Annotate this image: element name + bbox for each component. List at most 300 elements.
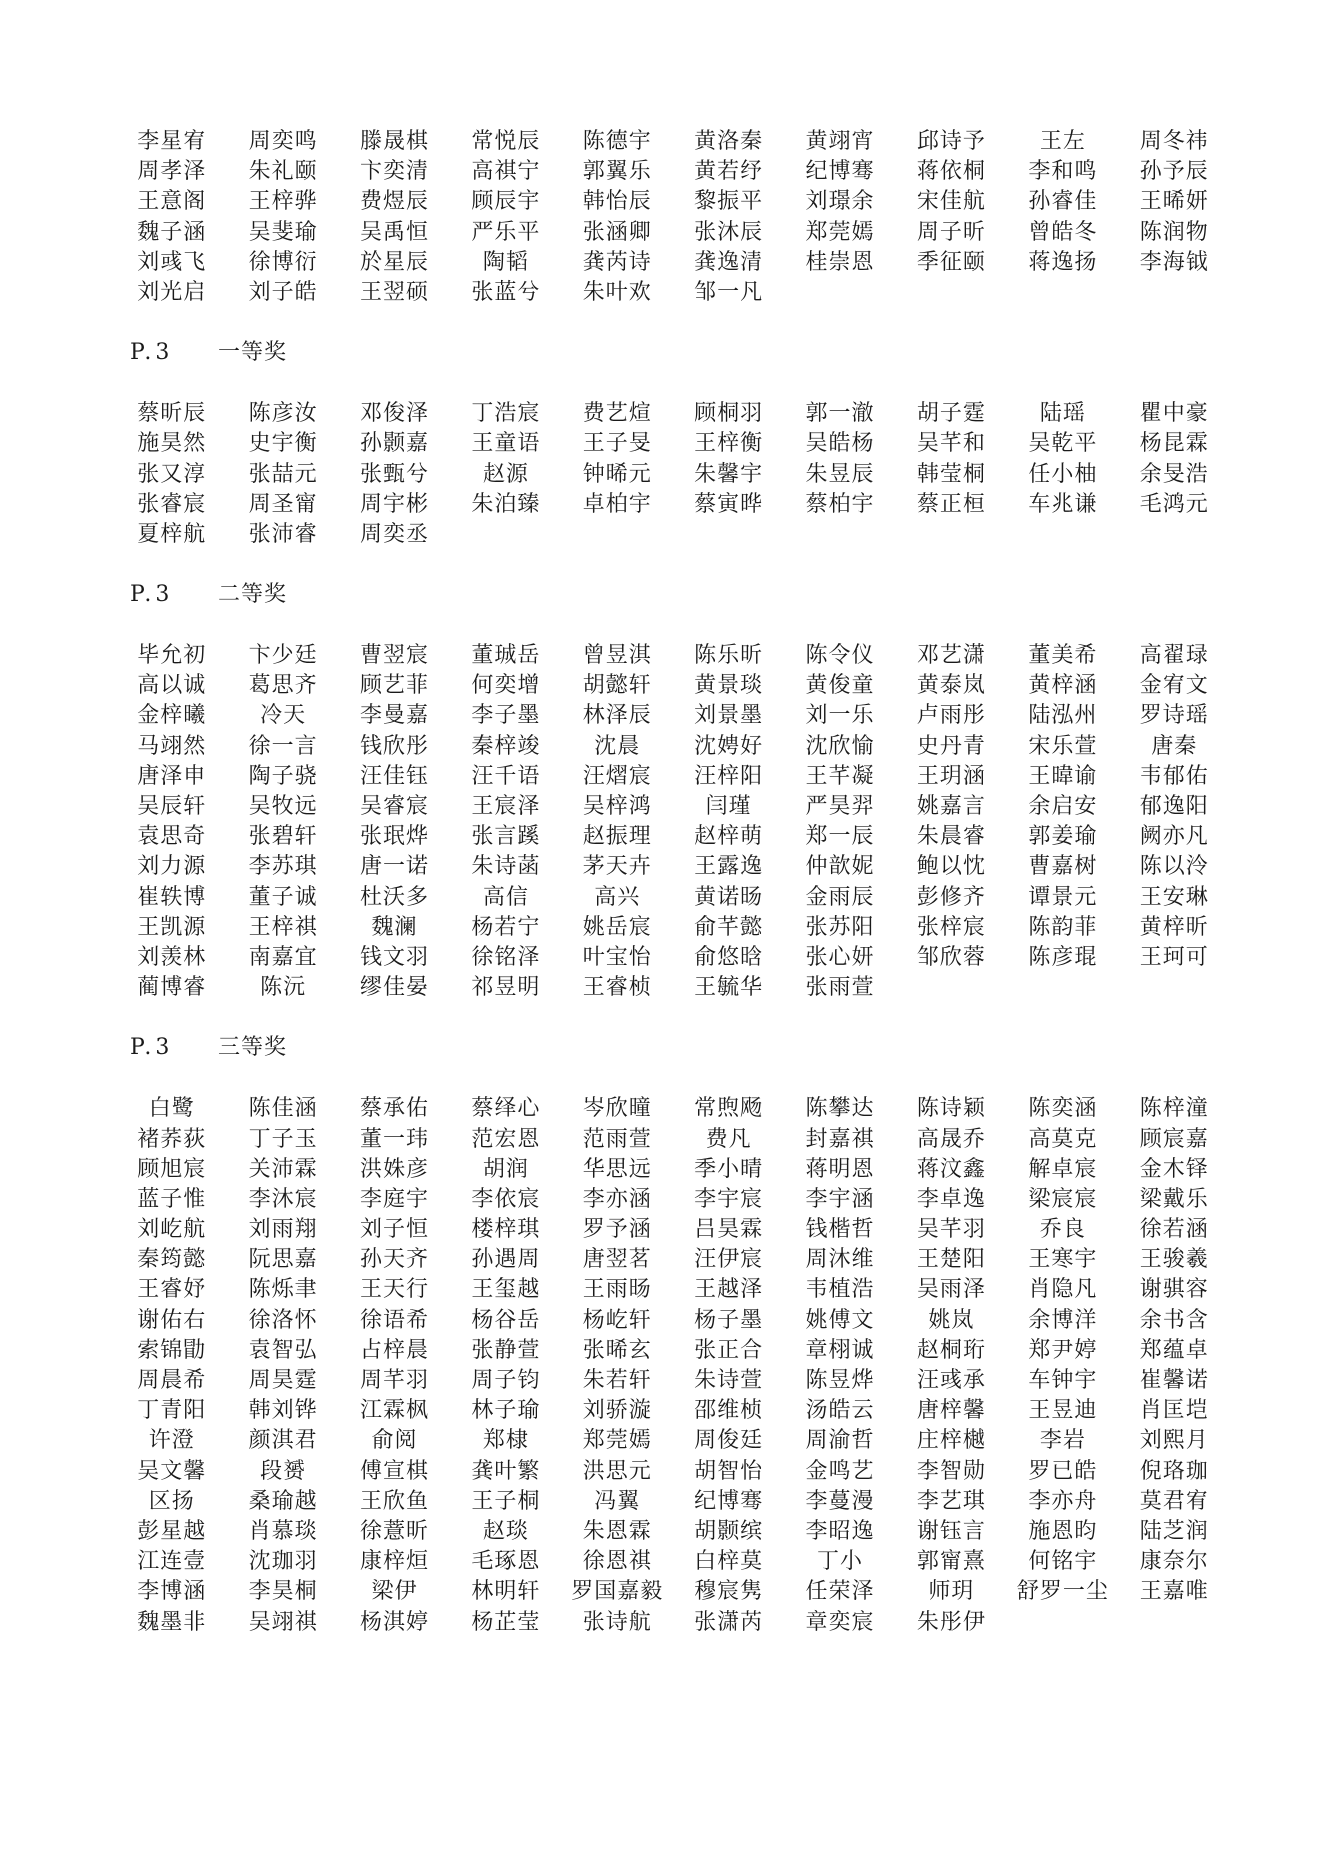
student-name: 张苏阳: [805, 914, 875, 940]
student-name: 郑蕴卓: [1139, 1337, 1209, 1363]
student-name: 曾皓冬: [1028, 219, 1098, 245]
student-name: 唐翌茗: [582, 1247, 652, 1273]
student-name: 朱馨宇: [694, 461, 764, 487]
student-name: 杨谷岳: [471, 1307, 541, 1333]
award-title: 二等奖: [218, 582, 288, 608]
student-name: 关沛霖: [248, 1156, 318, 1182]
student-name: 杜沃多: [359, 884, 429, 910]
student-name: 吴雨泽: [916, 1277, 986, 1303]
student-name: 顾旭宸: [137, 1156, 207, 1182]
student-name: 褚荞荻: [137, 1126, 207, 1152]
student-name: 周俊廷: [694, 1428, 764, 1454]
student-name: 陈烁聿: [248, 1277, 318, 1303]
student-name: 蒋依桐: [916, 159, 986, 185]
student-name: 毛鸿元: [1139, 491, 1209, 517]
name-list: [116, 641, 1209, 1003]
student-name: 王越泽: [694, 1277, 764, 1303]
award-title: 三等奖: [218, 1035, 288, 1061]
student-name: 梁戴乐: [1139, 1186, 1209, 1212]
student-name: 丁浩宸: [471, 401, 541, 427]
student-name: 罗已皓: [1028, 1458, 1098, 1484]
student-name: 郭一澈: [805, 401, 875, 427]
student-name: 丁青阳: [137, 1398, 207, 1424]
student-name: 韩莹桐: [916, 461, 986, 487]
student-name: 余书含: [1139, 1307, 1209, 1333]
student-name: 王梓衡: [694, 431, 764, 457]
student-name: 王欣鱼: [359, 1488, 429, 1514]
student-name: 郭翼乐: [582, 159, 652, 185]
student-name: 季小晴: [694, 1156, 764, 1182]
student-name: 周宇彬: [359, 491, 429, 517]
student-name: 索锦勖: [137, 1337, 207, 1363]
student-name: 袁思奇: [137, 824, 207, 850]
student-name: 郁逸阳: [1139, 794, 1209, 819]
student-name: 龚逸清: [694, 249, 764, 275]
student-name: 王梓祺: [248, 914, 318, 940]
student-name: 蒋明恩: [805, 1156, 875, 1182]
student-name: 陈德宇: [582, 129, 652, 154]
student-name: 陆泓州: [1028, 703, 1098, 729]
student-name: 吴芊和: [916, 431, 986, 457]
grade-level: P.3: [130, 1035, 174, 1061]
student-name: 王玥涵: [916, 763, 986, 789]
student-name: 魏澜: [371, 914, 418, 940]
student-name: 白鹭: [148, 1096, 195, 1122]
student-name: 李星宥: [137, 129, 207, 154]
student-name: 孙睿佳: [1028, 189, 1098, 215]
name-list: [116, 1094, 1209, 1637]
student-name: 周圣甯: [248, 491, 318, 517]
student-name: 徐若涵: [1139, 1217, 1209, 1243]
student-name: 陶韬: [482, 249, 529, 275]
student-name: 张蓝兮: [471, 279, 541, 305]
student-name: 郭姜瑜: [1028, 824, 1098, 850]
student-name: 费艺煊: [582, 401, 652, 427]
student-name: 江霖枫: [359, 1398, 429, 1424]
student-name: 孙遇周: [471, 1247, 541, 1273]
student-name: 孙颢嘉: [359, 431, 429, 457]
student-name: 刘光启: [137, 279, 207, 305]
student-name: 邹一凡: [694, 279, 764, 305]
student-name: 王暐谕: [1028, 763, 1098, 789]
student-name: 周晨希: [137, 1368, 207, 1393]
student-name: 郭甯熹: [916, 1549, 986, 1575]
student-name: 李卓逸: [916, 1186, 986, 1212]
student-name: 解卓宸: [1028, 1156, 1098, 1182]
student-name: 傅宣棋: [359, 1458, 429, 1484]
student-name: 卓柏宇: [582, 491, 652, 517]
student-name: 宋佳航: [916, 189, 986, 215]
student-name: 胡颢缤: [694, 1518, 764, 1544]
student-name: 顾桐羽: [694, 401, 764, 427]
student-name: 王毓华: [694, 975, 764, 1001]
student-name: 李依宸: [471, 1186, 541, 1212]
student-name: 蒋汶鑫: [916, 1156, 986, 1182]
student-name: 南嘉宜: [248, 944, 318, 970]
student-name: 张睿宸: [137, 491, 207, 517]
student-name: 刘屹航: [137, 1217, 207, 1243]
student-name: 高翟琭: [1139, 643, 1209, 669]
student-name: 梁宸宸: [1028, 1186, 1098, 1212]
student-name: 吴乾平: [1028, 431, 1098, 457]
student-name: 陈彦琨: [1028, 944, 1098, 970]
student-name: 吴牧远: [248, 794, 318, 819]
student-name: 朱恩霖: [582, 1518, 652, 1544]
student-name: 刘羡林: [137, 944, 207, 970]
student-name: 邹欣蓉: [916, 944, 986, 970]
student-name: 赵梓萌: [694, 824, 764, 850]
student-name: 区扬: [148, 1488, 195, 1514]
student-name: 沈欣愉: [805, 733, 875, 759]
student-name: 罗国嘉毅: [571, 1579, 664, 1605]
student-name: 郑莞嫣: [582, 1428, 652, 1454]
student-name: 谢佑右: [137, 1307, 207, 1333]
student-name: 钱欣彤: [359, 733, 429, 759]
student-name: 黄梓昕: [1139, 914, 1209, 940]
student-name: 师玥: [928, 1579, 975, 1605]
student-name: 赵桐珩: [916, 1337, 986, 1363]
student-name: 朱叶欢: [582, 279, 652, 305]
student-name: 张潇芮: [694, 1609, 764, 1635]
student-name: 王宸泽: [471, 794, 541, 819]
student-name: 李庭宇: [359, 1186, 429, 1212]
student-name: 王左: [1039, 129, 1086, 154]
student-name: 高莫克: [1028, 1126, 1098, 1152]
student-name: 唐一诺: [359, 854, 429, 880]
student-name: 陈润物: [1139, 219, 1209, 245]
student-name: 俞芊懿: [694, 914, 764, 940]
student-name: 高信: [482, 884, 529, 910]
student-name: 朱晨睿: [916, 824, 986, 850]
student-name: 王童语: [471, 431, 541, 457]
student-name: 韩怡辰: [582, 189, 652, 215]
student-name: 林泽辰: [582, 703, 652, 729]
student-name: 肖慕琰: [248, 1518, 318, 1544]
student-name: 孙予辰: [1139, 159, 1209, 185]
student-name: 王雨旸: [582, 1277, 652, 1303]
student-name: 蔡柏宇: [805, 491, 875, 517]
student-name: 张沛睿: [248, 521, 318, 547]
student-name: 周芊羽: [359, 1368, 429, 1393]
student-name: 吴禹恒: [359, 219, 429, 245]
student-name: 马翊然: [137, 733, 207, 759]
student-name: 陈以泠: [1139, 854, 1209, 880]
student-name: 王骏羲: [1139, 1247, 1209, 1273]
student-name: 刘力源: [137, 854, 207, 880]
student-name: 周渝哲: [805, 1428, 875, 1454]
student-name: 胡润: [482, 1156, 529, 1182]
student-name: 章栩诚: [805, 1337, 875, 1363]
student-name: 舒罗一尘: [1016, 1579, 1109, 1605]
student-name: 叶宝怡: [582, 944, 652, 970]
student-name: 倪珞珈: [1139, 1458, 1209, 1484]
student-name: 朱彤伊: [916, 1609, 986, 1635]
student-name: 高以诚: [137, 673, 207, 699]
student-name: 陈诗颖: [916, 1096, 986, 1122]
student-name: 吴皓杨: [805, 431, 875, 457]
student-name: 刘一乐: [805, 703, 875, 729]
student-name: 段赟: [260, 1458, 307, 1484]
student-name: 鲍以忱: [916, 854, 986, 880]
student-name: 谭景元: [1028, 884, 1098, 910]
student-name: 冷天: [260, 703, 307, 729]
student-name: 张涵卿: [582, 219, 652, 245]
student-name: 余启安: [1028, 794, 1098, 819]
student-name: 姚嘉言: [916, 794, 986, 819]
student-name: 蓝子惟: [137, 1186, 207, 1212]
student-name: 俞阅: [371, 1428, 418, 1454]
section-heading: [116, 580, 1206, 610]
document-page: [116, 127, 1209, 1638]
student-name: 刘雨翔: [248, 1217, 318, 1243]
grade-level: P.3: [130, 582, 174, 608]
student-name: 卞少廷: [248, 643, 318, 669]
student-name: 陈梓潼: [1139, 1096, 1209, 1122]
student-name: 车钟宇: [1028, 1368, 1098, 1393]
student-name: 毕允初: [137, 643, 207, 669]
student-name: 蔡绎心: [471, 1096, 541, 1122]
student-name: 张又淳: [137, 461, 207, 487]
student-name: 沈娉好: [694, 733, 764, 759]
student-name: 肖隐凡: [1028, 1277, 1098, 1303]
student-name: 韦郁佑: [1139, 763, 1209, 789]
student-name: 颜淇君: [248, 1428, 318, 1454]
student-name: 徐语希: [359, 1307, 429, 1333]
student-name: 杨淇婷: [359, 1609, 429, 1635]
student-name: 岑欣曈: [582, 1096, 652, 1122]
student-name: 王天行: [359, 1277, 429, 1303]
student-name: 彭星越: [137, 1518, 207, 1544]
student-name: 魏子涵: [137, 219, 207, 245]
student-name: 阙亦凡: [1139, 824, 1209, 850]
student-name: 黄景琰: [694, 673, 764, 699]
student-name: 冯翼: [594, 1488, 641, 1514]
student-name: 费凡: [705, 1126, 752, 1152]
student-name: 钟晞元: [582, 461, 652, 487]
student-name: 沈珈羽: [248, 1549, 318, 1575]
student-name: 王嘉唯: [1139, 1579, 1209, 1605]
student-name: 李智勋: [916, 1458, 986, 1484]
student-name: 宋乐萱: [1028, 733, 1098, 759]
student-name: 汪千语: [471, 763, 541, 789]
student-name: 郑尹婷: [1028, 1337, 1098, 1363]
student-name: 刘景墨: [694, 703, 764, 729]
student-name: 康奈尔: [1139, 1549, 1209, 1575]
student-name: 孙天齐: [359, 1247, 429, 1273]
student-name: 彭修齐: [916, 884, 986, 910]
student-name: 常煦飏: [694, 1096, 764, 1122]
student-name: 何铭宇: [1028, 1549, 1098, 1575]
student-name: 徐铭泽: [471, 944, 541, 970]
grade-level: P.3: [130, 340, 174, 366]
student-name: 葛思齐: [248, 673, 318, 699]
student-name: 周冬祎: [1139, 129, 1209, 154]
student-name: 张正合: [694, 1337, 764, 1363]
student-name: 吴梓鸿: [582, 794, 652, 819]
student-name: 林子瑜: [471, 1398, 541, 1424]
student-name: 董一玮: [359, 1126, 429, 1152]
student-name: 胡智怡: [694, 1458, 764, 1484]
student-name: 王凯源: [137, 914, 207, 940]
student-name: 杨屹轩: [582, 1307, 652, 1333]
student-name: 朱若轩: [582, 1368, 652, 1393]
student-name: 陈昱烨: [805, 1368, 875, 1393]
student-name: 林明轩: [471, 1579, 541, 1605]
student-name: 杨芷莹: [471, 1609, 541, 1635]
student-name: 范宏恩: [471, 1126, 541, 1152]
student-name: 魏墨非: [137, 1609, 207, 1635]
student-name: 秦梓竣: [471, 733, 541, 759]
student-name: 蔡寅晔: [694, 491, 764, 517]
student-name: 陈韵菲: [1028, 914, 1098, 940]
student-name: 史宇衡: [248, 431, 318, 457]
student-name: 邵维桢: [694, 1398, 764, 1424]
student-name: 郑棣: [482, 1428, 529, 1454]
student-name: 朱昱辰: [805, 461, 875, 487]
student-name: 秦筠懿: [137, 1247, 207, 1273]
student-name: 刘子皓: [248, 279, 318, 305]
student-name: 纪博骞: [805, 159, 875, 185]
student-name: 张心妍: [805, 944, 875, 970]
student-name: 朱诗菡: [471, 854, 541, 880]
student-name: 刘彧飞: [137, 249, 207, 275]
section-heading: [116, 338, 1206, 368]
student-name: 吴翊祺: [248, 1609, 318, 1635]
student-name: 谢钰言: [916, 1518, 986, 1544]
student-name: 陈沅: [260, 975, 307, 1001]
student-name: 张静萱: [471, 1337, 541, 1363]
student-name: 钱楷哲: [805, 1217, 875, 1243]
student-name: 沈晨: [594, 733, 641, 759]
student-name: 金木铎: [1139, 1156, 1209, 1182]
student-name: 李子墨: [471, 703, 541, 729]
student-name: 何奕增: [471, 673, 541, 699]
student-name: 龚叶繁: [471, 1458, 541, 1484]
student-name: 周孝泽: [137, 159, 207, 185]
student-name: 俞悠晗: [694, 944, 764, 970]
student-name: 余博洋: [1028, 1307, 1098, 1333]
student-name: 汪熠宸: [582, 763, 652, 789]
student-name: 朱泊臻: [471, 491, 541, 517]
student-name: 朱诗萱: [694, 1368, 764, 1393]
student-name: 罗予涵: [582, 1217, 652, 1243]
student-name: 史丹青: [916, 733, 986, 759]
student-name: 周子昕: [916, 219, 986, 245]
student-name: 於星辰: [359, 249, 429, 275]
student-name: 黄梓涵: [1028, 673, 1098, 699]
student-name: 金宥文: [1139, 673, 1209, 699]
student-name: 邓俊泽: [359, 401, 429, 427]
student-name: 姚岚: [928, 1307, 975, 1333]
student-name: 谢骐容: [1139, 1277, 1209, 1303]
student-name: 姚傅文: [805, 1307, 875, 1333]
student-name: 康梓烜: [359, 1549, 429, 1575]
student-name: 吴辰轩: [137, 794, 207, 819]
student-name: 李蔓漫: [805, 1488, 875, 1514]
student-name: 仲歆妮: [805, 854, 875, 880]
student-name: 杨子墨: [694, 1307, 764, 1333]
student-name: 邱诗予: [916, 129, 986, 154]
student-name: 曾昱淇: [582, 643, 652, 669]
student-name: 罗诗瑶: [1139, 703, 1209, 729]
student-name: 李昊桐: [248, 1579, 318, 1605]
student-name: 邓艺潇: [916, 643, 986, 669]
student-name: 徐一言: [248, 733, 318, 759]
student-name: 王晞妍: [1139, 189, 1209, 215]
student-name: 顾辰宇: [471, 189, 541, 215]
student-name: 费煜辰: [359, 189, 429, 215]
student-name: 曹翌宸: [359, 643, 429, 669]
student-name: 徐恩祺: [582, 1549, 652, 1575]
student-name: 周奕鸣: [248, 129, 318, 154]
student-name: 夏梓航: [137, 521, 207, 547]
student-name: 吴文馨: [137, 1458, 207, 1484]
student-name: 陆芝润: [1139, 1518, 1209, 1544]
student-name: 章奕宸: [805, 1609, 875, 1635]
student-name: 王子桐: [471, 1488, 541, 1514]
student-name: 刘熙月: [1139, 1428, 1209, 1454]
student-name: 严昊羿: [805, 794, 875, 819]
student-name: 楼梓琪: [471, 1217, 541, 1243]
student-name: 曹嘉树: [1028, 854, 1098, 880]
name-list: [116, 399, 1209, 550]
student-name: 李曼嘉: [359, 703, 429, 729]
student-name: 吴睿宸: [359, 794, 429, 819]
student-name: 李沐宸: [248, 1186, 318, 1212]
student-name: 刘子恒: [359, 1217, 429, 1243]
student-name: 蔡正桓: [916, 491, 986, 517]
student-name: 严乐平: [471, 219, 541, 245]
student-name: 周昊霆: [248, 1368, 318, 1393]
student-name: 穆宸隽: [694, 1579, 764, 1605]
student-name: 黎振平: [694, 189, 764, 215]
student-name: 汪佳钰: [359, 763, 429, 789]
student-name: 金鸣艺: [805, 1458, 875, 1484]
student-name: 徐薏昕: [359, 1518, 429, 1544]
student-name: 吴芊羽: [916, 1217, 986, 1243]
student-name: 王珂可: [1139, 944, 1209, 970]
student-name: 唐泽申: [137, 763, 207, 789]
student-name: 陈佳涵: [248, 1096, 318, 1122]
student-name: 王芊凝: [805, 763, 875, 789]
student-name: 韩刘铧: [248, 1398, 318, 1424]
student-name: 李海钺: [1139, 249, 1209, 275]
student-name: 黄翊宵: [805, 129, 875, 154]
student-name: 茅天卉: [582, 854, 652, 880]
student-name: 崔馨诺: [1139, 1368, 1209, 1393]
student-name: 肖匡垲: [1139, 1398, 1209, 1424]
student-name: 黄泰岚: [916, 673, 986, 699]
student-name: 施恩昀: [1028, 1518, 1098, 1544]
student-name: 封嘉祺: [805, 1126, 875, 1152]
student-name: 周奕丞: [359, 521, 429, 547]
student-name: 徐博衍: [248, 249, 318, 275]
student-name: 姚岳宸: [582, 914, 652, 940]
student-name: 陈乐昕: [694, 643, 764, 669]
student-name: 陈令仪: [805, 643, 875, 669]
student-name: 汪彧承: [916, 1368, 986, 1393]
student-name: 瞿中豪: [1139, 401, 1209, 427]
student-name: 毛琢恩: [471, 1549, 541, 1575]
student-name: 刘璟余: [805, 189, 875, 215]
student-name: 黄俊童: [805, 673, 875, 699]
student-name: 郑一辰: [805, 824, 875, 850]
student-name: 任荣泽: [805, 1579, 875, 1605]
student-name: 王翌硕: [359, 279, 429, 305]
student-name: 高晟乔: [916, 1126, 986, 1152]
student-name: 黄诺旸: [694, 884, 764, 910]
student-name: 李宇宸: [694, 1186, 764, 1212]
